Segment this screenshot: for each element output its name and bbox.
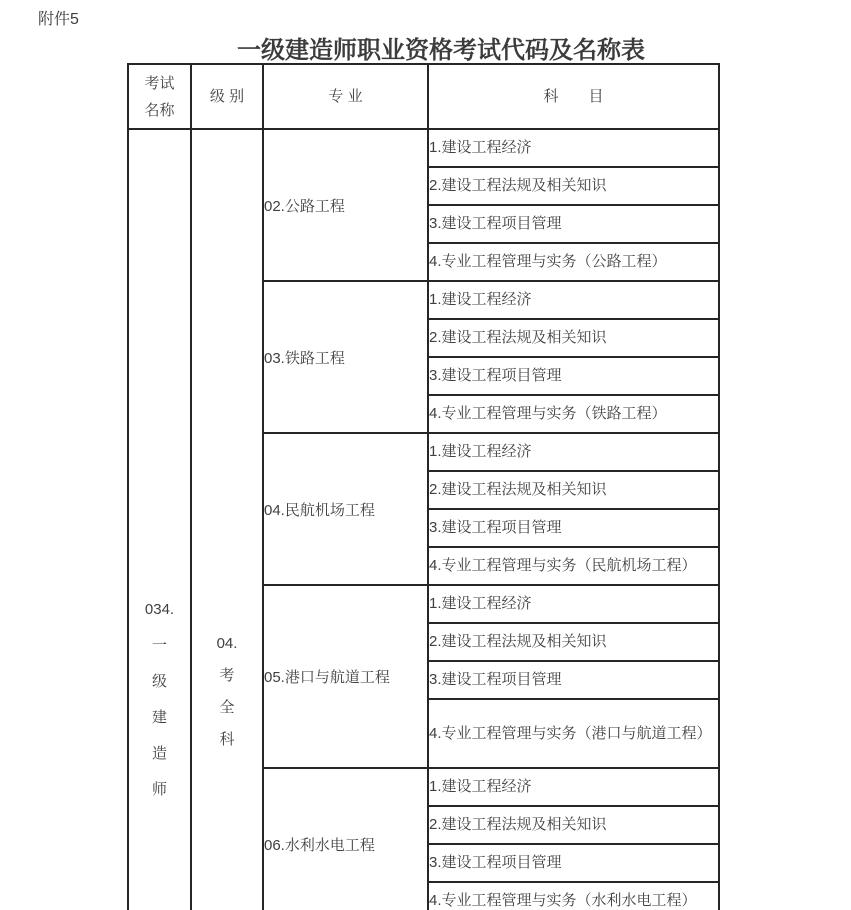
specialty-cell: 06.水利水电工程 [263,768,428,910]
page-title: 一级建造师职业资格考试代码及名称表 [237,37,645,64]
header-cell-exam-name: 考试 名称 [128,64,191,129]
subject-cell: 3.建设工程项目管理 [428,205,719,243]
table-header-row [128,64,719,129]
subject-cell: 4.专业工程管理与实务（民航机场工程） [428,547,719,585]
level-cell [191,129,263,910]
specialty-cell: 05.港口与航道工程 [263,585,428,768]
exam-code-table [127,63,720,910]
header-cell-specialty: 专 业 [263,64,428,129]
subject-cell: 2.建设工程法规及相关知识 [428,623,719,661]
subject-cell: 1.建设工程经济 [428,281,719,319]
subject-cell: 4.专业工程管理与实务（水利水电工程） [428,882,719,910]
subject-cell: 3.建设工程项目管理 [428,357,719,395]
subject-cell: 4.专业工程管理与实务（港口与航道工程） [428,699,719,768]
subject-cell: 4.专业工程管理与实务（公路工程） [428,243,719,281]
specialty-cell: 02.公路工程 [263,129,428,281]
subject-cell: 1.建设工程经济 [428,433,719,471]
subject-cell: 1.建设工程经济 [428,129,719,167]
level-vertical-text: 04. 考 全 科 [216,635,238,748]
subject-cell: 1.建设工程经济 [428,585,719,623]
subject-cell: 1.建设工程经济 [428,768,719,806]
subject-cell: 3.建设工程项目管理 [428,661,719,699]
subject-cell: 2.建设工程法规及相关知识 [428,319,719,357]
subject-cell: 3.建设工程项目管理 [428,844,719,882]
table-row [128,129,719,167]
subject-cell: 4.专业工程管理与实务（铁路工程） [428,395,719,433]
subject-cell: 2.建设工程法规及相关知识 [428,167,719,205]
attachment-label: 附件5 [38,11,79,28]
exam-name-vertical-text: 034. 一 级 建 造 师 [144,601,175,798]
subject-cell: 3.建设工程项目管理 [428,509,719,547]
specialty-cell: 04.民航机场工程 [263,433,428,585]
subject-cell: 2.建设工程法规及相关知识 [428,471,719,509]
subject-cell: 2.建设工程法规及相关知识 [428,806,719,844]
header-cell-level: 级 别 [191,64,263,129]
specialty-cell: 03.铁路工程 [263,281,428,433]
exam-name-cell [128,129,191,910]
header-cell-subject: 科 目 [428,64,719,129]
